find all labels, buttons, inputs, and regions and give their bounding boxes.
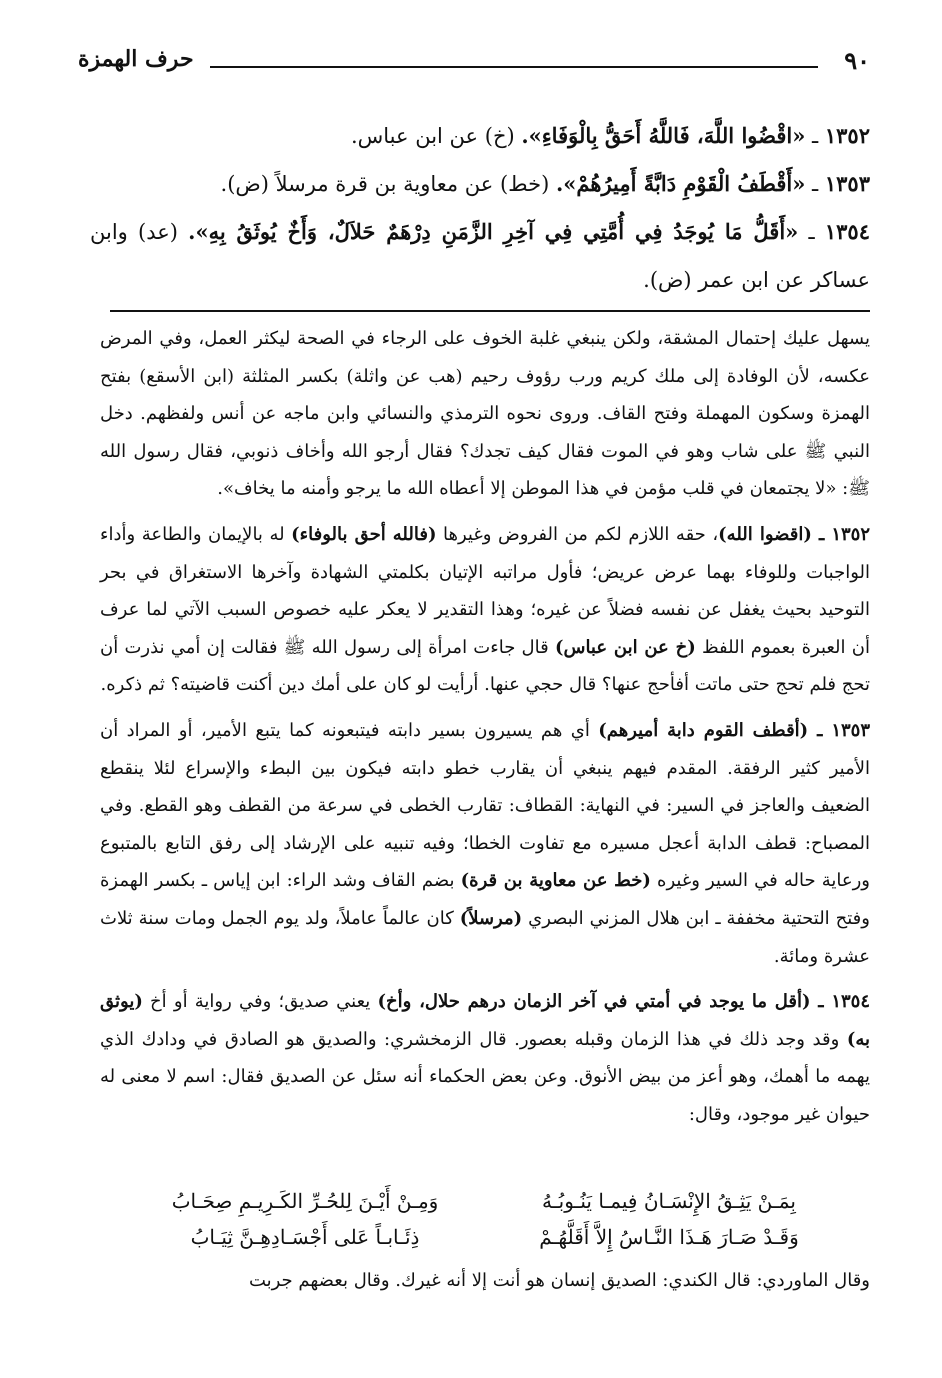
bold-phrase: (مرسلاً) <box>459 907 523 929</box>
plain-text: ، حقه اللازم لكم من الفروض وغيرها <box>436 523 719 545</box>
bold-phrase: (يوثق به) <box>100 991 870 1050</box>
hadith-separator: ـ <box>798 220 825 244</box>
page-number: ٩٠ <box>844 46 870 75</box>
bold-phrase: (فالله أحق بالوفاء) <box>291 523 437 545</box>
hemistich-second: وَمِـنْ أَيْـنَ لِلحُـرِّ الكَـرِيـمِ صِحَـابُ <box>171 1189 439 1213</box>
entry-number: ١٣٥٣ ـ <box>808 719 870 741</box>
plain-text: يعني صديق؛ وفي رواية أو أخ <box>142 991 378 1013</box>
commentary <box>100 320 870 1141</box>
hadith-number: ١٣٥٣ <box>824 171 870 196</box>
footnote-divider <box>110 310 870 312</box>
hadith-1352 <box>90 112 870 160</box>
hadith-1354 <box>90 208 870 304</box>
bold-phrase: (اقضوا الله) <box>718 523 812 545</box>
header-rule <box>210 66 818 68</box>
hadith-source: (عد) وابن عساكر عن ابن عمر (ض). <box>90 220 870 292</box>
hadith-separator: ـ <box>805 172 825 196</box>
running-header <box>78 44 870 78</box>
hadith-number: ١٣٥٤ <box>824 219 870 244</box>
commentary-continuation: يسهل عليك إحتمال المشقة، ولكن ينبغي غلبة الخوف على الرجاء في الصحة ليكثر العمل، وفي المرض عكسه، لأن الوفادة إلى ملك كريم ورب رؤوف رحيم (هب عن واثلة) بكسر المثلثة (ابن الأسقع) بفتح الهمزة وسكون المهملة وفتح القاف. وروى نحوه الترمذي والنسائي وابن ماجه عن أنس ولفظهم. دخل النبي ﷺ على شاب وهو في الموت فقال كيف تجدك؟ فقال أرجو الله وأخاف ذنوبي، فقال رسول الله ﷺ: «لا يجتمعان في قلب مؤمن في هذا الموطن إلا أعطاه الله ما يرجو وأمنه ما يخاف». <box>100 328 870 500</box>
plain-text: قال جاءت امرأة إلى رسول الله ﷺ فقالت إن أمي نذرت أن تحج فلم تحج حتى ماتت أفأحج عنها؟ قال حجي عنها. أرأيت لو كان على أمك دين أكنت قاضيته؟ ثم ذكره. <box>100 636 870 696</box>
bold-phrase: (خ عن ابن عباس) <box>554 636 696 658</box>
hemistich-second: ذِئَـابـاً عَلى أَجْسَـادِهِـنَّ ثِيَـابُ <box>190 1225 420 1249</box>
plain-text: كان عالماً عاملاً، ولد يوم الجمل ومات سنة ثلاث عشرة ومائة. <box>100 907 870 967</box>
plain-text: له بالإيمان والطاعة وأداء الواجبات وللوفاء بهما عرض عريض؛ فأول مراتبه الإتيان بكلمتي الشهادة وآخرها الاستغراق في بحر التوحيد بحيث يغفل عن نفسه فضلاً عن غيره؛ وهذا التقدير لا يعكر عليه خصوص السبب الآتي لما عرف أن العبرة بعموم اللفظ <box>100 523 870 658</box>
entry-number: ١٣٥٤ ـ <box>810 991 870 1013</box>
plain-text: أي هم يسيرون بسير دابته فيتبعونه كما يتبع الأمير، أو المراد أن الأمير كثير الرفقة. المقدم فيهم ينبغي أن يقارب خطو دابته فيكون بين البطء والإسراع لئلا ينقطع الضعيف والعاجز في السير: في النهاية: القطاف: تقارب الخطى في سرعة من القطف وهو القطع. وفي المصباح: قطف الدابة أعجل مسيره مع تفاوت الخطا؛ وفيه تنبيه على الإرشاد إلى رفق التابع بالمتبوع ورعاية حاله في السير وغيره <box>100 719 870 892</box>
plain-text: وقد وجد ذلك في هذا الزمان وقبله بعصور. قال الزمخشري: والصديق هو الصادق في ودادك الذي يهمه ما أهمك، وهو أعز من بيض الأنوق. وعن بعض الحكماء أنه سئل عن الصديق فقال: اسم لا معنى له حيوان غير موجود، وقال: <box>100 1028 870 1125</box>
hadith-separator: ـ <box>805 124 825 148</box>
hadith-number: ١٣٥٢ <box>824 123 870 148</box>
hadith-1353 <box>90 160 870 208</box>
commentary-1353 <box>100 712 870 975</box>
hadith-source: (خ) عن ابن عباس. <box>350 124 522 148</box>
closing-line: وقال الماوردي: قال الكندي: الصديق إنسان هو أنت إلا أنه غيرك. وقال بعضهم جربت <box>248 1270 870 1291</box>
hadith-list <box>90 112 870 304</box>
hadith-text: «أَقَلُّ مَا يُوجَدُ فِي أُمَّتِي فِي آخِرِ الزَّمَنِ دِرْهَمٌ حَلاَلٌ، وَأَخٌ يُوثَقُ بِهِ». <box>188 219 799 244</box>
entry-number: ١٣٥٢ ـ <box>811 523 870 545</box>
running-title: حرف الهمزة <box>78 46 194 72</box>
hadith-text: «اقْضُوا اللَّهَ، فَاللَّهُ أَحَقُّ بِالْوَفَاءِ». <box>521 123 806 148</box>
hadith-source: (خط) عن معاوية بن قرة مرسلاً (ض). <box>220 172 556 196</box>
plain-text: بضم القاف وشد الراء: ابن إياس ـ بكسر الهمزة وفتح التحتية مخففة ـ ابن هلال المزني البصري <box>100 870 870 929</box>
bold-phrase: (أقل ما يوجد في أمتي في آخر الزمان درهم حلال، وأخ) <box>377 991 811 1013</box>
commentary-1354 <box>100 983 870 1133</box>
bold-phrase: (خط عن معاوية بن قرة) <box>460 870 651 892</box>
commentary-1352 <box>100 516 870 704</box>
bold-phrase: (أقطف القوم دابة أميرهم) <box>598 719 809 741</box>
hadith-text: «أَقْطَفُ الْقَوْمِ دَابَّةً أَمِيرُهُمْ». <box>555 171 806 196</box>
poem <box>150 1183 824 1255</box>
hemistich-first: بِمَـنْ يَثِـقُ الإِنْسَـانُ فِيمـا يَنُـوبُـهُ <box>542 1189 796 1213</box>
verse-2 <box>150 1219 824 1255</box>
hemistich-first: وَقَـدْ صَـارَ هَـذَا النَّـاسُ إِلاَّ أَقَلَّهُـمْ <box>539 1225 799 1249</box>
verse-1 <box>150 1183 824 1219</box>
